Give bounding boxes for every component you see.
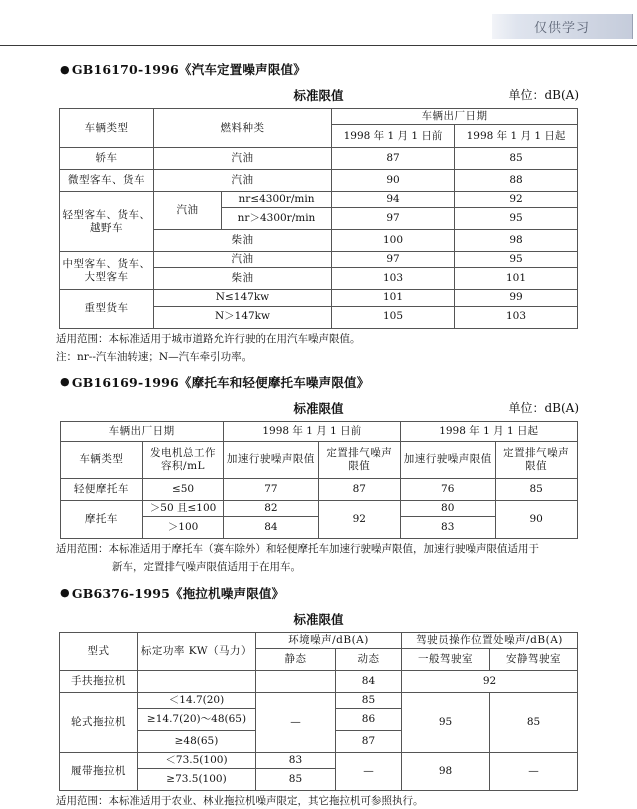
cell-vehicle-type: 轻便摩托车 <box>60 478 143 500</box>
cell-limit-from: 98 <box>455 230 578 252</box>
cell-limit-from: 99 <box>455 290 578 306</box>
header-accel-noise-from: 加速行驶噪声限值 <box>400 441 495 478</box>
cell-limit-from: 101 <box>455 268 578 290</box>
table-row <box>59 692 577 708</box>
spacer-section-1-2 <box>0 365 637 373</box>
cell-vehicle-type: 微型客车、货车 <box>60 170 154 192</box>
top-watermark-bar <box>0 0 637 46</box>
table-row <box>60 500 577 516</box>
document-page <box>0 46 637 809</box>
table-row <box>60 148 578 170</box>
cell-static <box>255 670 335 692</box>
header-model: 型式 <box>59 632 137 670</box>
header-static-noise-from: 定置排气噪声限值 <box>495 441 577 478</box>
cell-accel-from: 76 <box>400 478 495 500</box>
cell-limit-from: 85 <box>455 148 578 170</box>
header-manufacture-date: 车辆出厂日期 <box>60 421 223 441</box>
cell-power-condition: N＞147kw <box>154 306 332 328</box>
cell-vehicle-type: 重型货车 <box>60 290 154 328</box>
note-scope-2-line1: 适用范围：本标准适用于摩托车（赛车除外）和轻便摩托车加速行驶噪声限值，加速行驶噪声限值适用于 <box>56 543 539 556</box>
standard-title: 《摩托车和轻便摩托车噪声限值》 <box>178 374 370 390</box>
table-caption-row-2 <box>0 399 637 421</box>
header-driver-position-noise: 驾驶员操作位置处噪声/dB(A) <box>402 632 578 648</box>
table-row <box>60 109 578 125</box>
cell-displacement: ＞100 <box>143 517 224 539</box>
cell-static: 85 <box>255 768 335 790</box>
section-heading-gb16170 <box>0 60 637 78</box>
table-tractor-noise-limits <box>59 632 578 791</box>
header-manufacture-date: 车辆出厂日期 <box>332 109 578 125</box>
cell-accel-before: 82 <box>223 500 318 516</box>
cell-limit-before: 87 <box>332 148 455 170</box>
table-row <box>60 290 578 306</box>
header-static: 静态 <box>255 648 335 670</box>
cell-power: ＜14.7(20) <box>137 692 255 708</box>
standard-code: GB6376-1995 <box>71 585 171 601</box>
cell-accel-before: 77 <box>223 478 318 500</box>
cell-limit-from: 103 <box>455 306 578 328</box>
header-dynamic: 动态 <box>335 648 401 670</box>
watermark-badge <box>492 14 633 39</box>
table-row <box>60 441 577 478</box>
section-heading-gb16169 <box>0 373 637 391</box>
section-heading-gb6376 <box>0 584 637 602</box>
cell-model: 轮式拖拉机 <box>59 692 137 752</box>
header-rated-power: 标定功率 KW（马力） <box>137 632 255 670</box>
cell-limit-before: 97 <box>332 252 455 268</box>
note-scope-3: 适用范围：本标准适用于农业、林业拖拉机噪声限定，其它拖拉机可参照执行。 <box>56 794 424 807</box>
note-scope-1: 适用范围：本标准适用于城市道路允许行驶的在用汽车噪声限值。 <box>56 332 361 345</box>
cell-static: 83 <box>255 752 335 768</box>
cell-normal-cab: 95 <box>402 692 490 752</box>
cell-dynamic: — <box>335 752 401 790</box>
cell-displacement: ＞50 且≤100 <box>143 500 224 516</box>
table-row <box>59 632 577 648</box>
spacer-top <box>0 46 637 60</box>
cell-model: 履带拖拉机 <box>59 752 137 790</box>
cell-vehicle-type: 摩托车 <box>60 500 143 538</box>
cell-limit-from: 92 <box>455 192 578 208</box>
table-unit-2: 单位：dB(A) <box>508 400 579 415</box>
bullet-icon: ● <box>60 586 70 599</box>
cell-normal-cab: 98 <box>402 752 490 790</box>
spacer-section-2-3 <box>0 576 637 584</box>
cell-fuel: 汽油 <box>154 148 332 170</box>
cell-dynamic: 86 <box>335 708 401 730</box>
cell-power: ＜73.5(100) <box>137 752 255 768</box>
table-caption-2: 标准限值 <box>293 400 344 416</box>
header-vehicle-type: 车辆类型 <box>60 441 143 478</box>
table-caption-1: 标准限值 <box>293 88 344 103</box>
cell-power-condition: N≤147kw <box>154 290 332 306</box>
cell-vehicle-type: 中型客车、货车、大型客车 <box>60 252 154 290</box>
cell-limit-from: 95 <box>455 208 578 230</box>
cell-limit-before: 103 <box>332 268 455 290</box>
cell-limit-before: 90 <box>332 170 455 192</box>
table-motorcycle-noise-limits <box>60 421 578 539</box>
cell-quiet-cab: — <box>490 752 578 790</box>
cell-cab-noise: 92 <box>402 670 578 692</box>
cell-limit-before: 97 <box>332 208 455 230</box>
cell-fuel: 汽油 <box>154 170 332 192</box>
cell-accel-from: 83 <box>400 517 495 539</box>
header-date-before: 1998 年 1 月 1 日前 <box>223 421 400 441</box>
cell-power <box>137 670 255 692</box>
header-vehicle-type: 车辆类型 <box>60 109 154 148</box>
header-date-from: 1998 年 1 月 1 日起 <box>455 125 578 148</box>
cell-power: ≥14.7(20)～48(65) <box>137 708 255 730</box>
standard-code: GB16169-1996 <box>71 374 179 390</box>
table-row <box>60 252 578 268</box>
cell-accel-from: 80 <box>400 500 495 516</box>
table-row <box>60 192 578 208</box>
cell-static: — <box>255 692 335 752</box>
cell-fuel: 汽油 <box>154 252 332 268</box>
cell-limit-before: 101 <box>332 290 455 306</box>
table-row <box>60 170 578 192</box>
cell-fuel: 汽油 <box>154 192 222 230</box>
bullet-icon: ● <box>60 375 70 389</box>
cell-quiet-cab: 85 <box>490 692 578 752</box>
cell-dynamic: 84 <box>335 670 401 692</box>
table-caption-row-1 <box>0 86 637 108</box>
header-accel-noise-before: 加速行驶噪声限值 <box>223 441 318 478</box>
cell-limit-before: 105 <box>332 306 455 328</box>
table-row <box>59 670 577 692</box>
table-row <box>59 752 577 768</box>
standard-title: 《汽车定置噪声限值》 <box>178 62 306 77</box>
table-row <box>60 421 577 441</box>
cell-condition: nr≤4300r/min <box>222 192 332 208</box>
cell-static-before: 87 <box>318 478 400 500</box>
cell-limit-before: 94 <box>332 192 455 208</box>
header-date-before: 1998 年 1 月 1 日前 <box>332 125 455 148</box>
header-displacement: 发电机总工作容积/mL <box>143 441 224 478</box>
standard-code: GB16170-1996 <box>71 62 179 77</box>
table-caption-row-3 <box>0 610 637 632</box>
header-normal-cab: 一般驾驶室 <box>402 648 490 670</box>
cell-static-from: 85 <box>495 478 577 500</box>
header-date-from: 1998 年 1 月 1 日起 <box>400 421 577 441</box>
cell-vehicle-type: 轿车 <box>60 148 154 170</box>
cell-condition: nr＞4300r/min <box>222 208 332 230</box>
cell-power: ≥73.5(100) <box>137 768 255 790</box>
table-vehicle-noise-limits <box>59 108 578 329</box>
table-unit-1: 单位：dB(A) <box>508 88 579 102</box>
table-caption-3: 标准限值 <box>293 611 344 627</box>
cell-accel-before: 84 <box>223 517 318 539</box>
watermark-label: 仅供学习 <box>533 21 590 36</box>
cell-limit-from: 95 <box>455 252 578 268</box>
header-static-noise-before: 定置排气噪声限值 <box>318 441 400 478</box>
cell-displacement: ≤50 <box>143 478 224 500</box>
note-scope-2-line2: 新车，定置排气噪声限值适用于在用车。 <box>112 561 301 574</box>
standard-title: 《拖拉机噪声限值》 <box>170 585 285 601</box>
cell-limit-from: 88 <box>455 170 578 192</box>
note-abbrev-1: 注：nr--汽车油转速；N—汽车牵引功率。 <box>56 350 253 363</box>
cell-model: 手扶拖拉机 <box>59 670 137 692</box>
cell-static-from: 90 <box>495 500 577 538</box>
cell-limit-before: 100 <box>332 230 455 252</box>
table-row <box>60 478 577 500</box>
cell-fuel: 柴油 <box>154 230 332 252</box>
cell-dynamic: 85 <box>335 692 401 708</box>
cell-power: ≥48(65) <box>137 730 255 752</box>
bullet-icon: ● <box>60 62 70 76</box>
cell-static-before: 92 <box>318 500 400 538</box>
header-fuel-type: 燃料种类 <box>154 109 332 148</box>
cell-dynamic: 87 <box>335 730 401 752</box>
header-quiet-cab: 安静驾驶室 <box>490 648 578 670</box>
cell-fuel: 柴油 <box>154 268 332 290</box>
header-ambient-noise: 环境噪声/dB(A) <box>255 632 401 648</box>
cell-vehicle-type: 轻型客车、货车、越野车 <box>60 192 154 252</box>
